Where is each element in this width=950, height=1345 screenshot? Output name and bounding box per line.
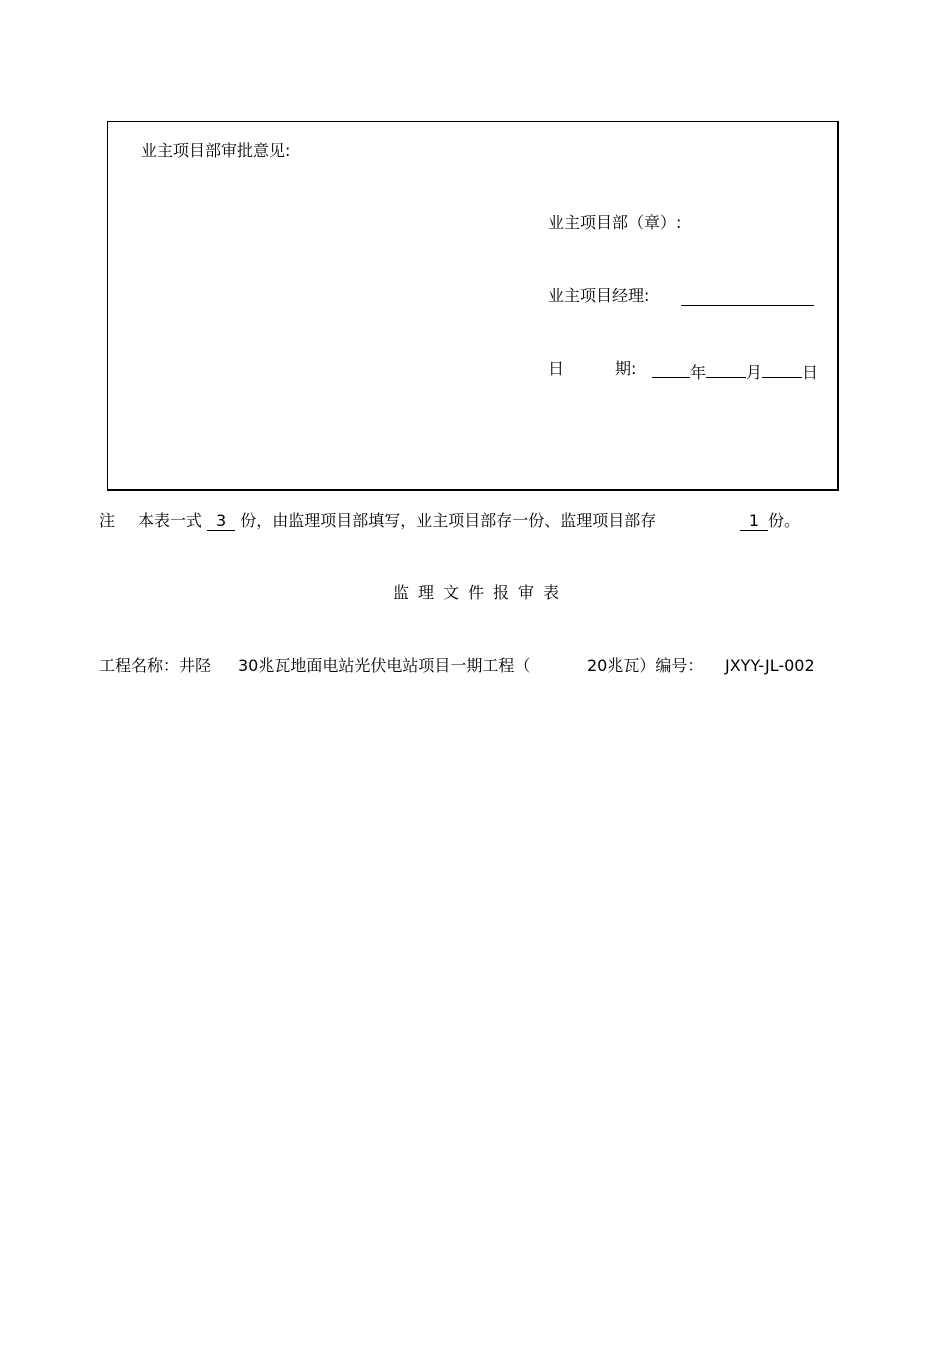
date-label [548, 359, 564, 379]
day-blank[interactable] [762, 359, 802, 378]
note-text-end [740, 511, 800, 531]
seal-label: 业主项目部（章）: [548, 213, 682, 232]
month-label: 月 [746, 363, 763, 382]
project-code: JXYY-JL-002 [725, 656, 815, 675]
approval-box [107, 121, 839, 491]
note-text [138, 511, 656, 531]
note-label: 注 [99, 511, 116, 530]
note-text-1: 本表一式 [138, 511, 203, 530]
date-label-period: 期: [615, 359, 637, 378]
manager-signature-line[interactable] [681, 286, 814, 306]
day-label: 日 [802, 363, 819, 382]
manager-label: 业主项目经理: [548, 286, 650, 305]
project-label: 工程名称：井陉 [99, 656, 212, 675]
month-blank[interactable] [706, 359, 746, 378]
form-title: 监理文件报审表 [393, 583, 569, 602]
year-blank[interactable] [652, 359, 690, 378]
date-fields [652, 359, 818, 383]
opinion-label: 业主项目部审批意见: [141, 141, 291, 160]
project-name-1: 30兆瓦地面电站光伏电站项目一期工程（ [238, 656, 531, 675]
project-name-2: 20兆瓦）编号： [587, 656, 704, 675]
copies-value: 3 [207, 512, 235, 531]
note-text-2: 份，由监理项目部填写，业主项目部存一份、监理项目部存 [240, 511, 657, 530]
year-label: 年 [690, 363, 707, 382]
date-label-day-char: 日 [548, 359, 565, 378]
copies-kept-value: 1 [740, 512, 768, 531]
note-text-3: 份。 [768, 511, 801, 530]
